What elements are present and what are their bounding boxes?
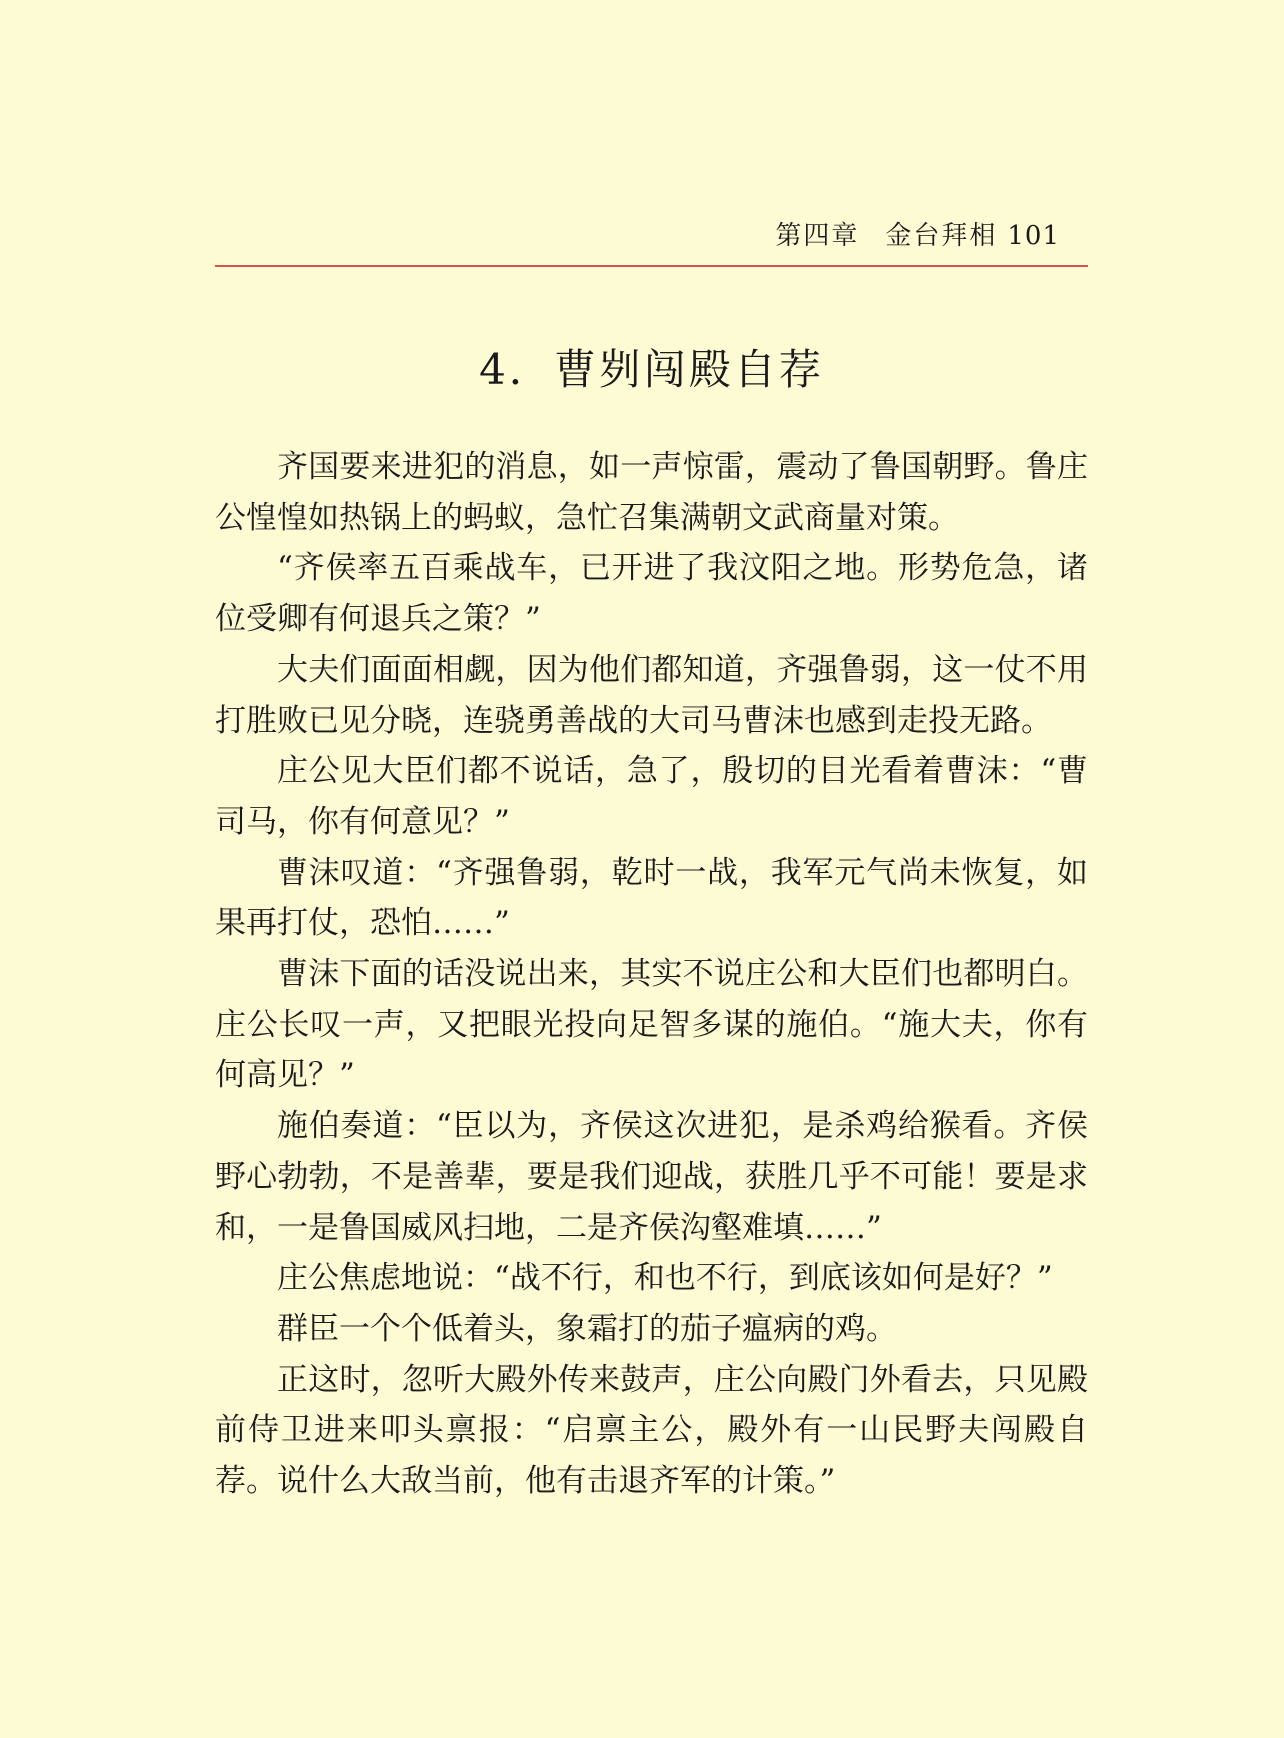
page-number: 101 [1007,221,1060,251]
paragraph: 施伯奏道：“臣以为，齐侯这次进犯，是杀鸡给猴看。齐侯野心勃勃，不是善辈，要是我们迎战，获胜几乎不可能！要是求和，一是鲁国威风扫地，二是齐侯沟壑难填……” [215,1108,1088,1246]
chapter-label: 第四章 [775,221,860,251]
paragraph: 大夫们面面相觑，因为他们都知道，齐强鲁弱，这一仗不用打胜败已见分晓，连骁勇善战的大司马曹沫也感到走投无路。 [215,651,1088,739]
paragraph: 齐国要来进犯的消息，如一声惊雷，震动了鲁国朝野。鲁庄公惶惶如热锅上的蚂蚁，急忙召集满朝文武商量对策。 [215,449,1088,536]
paragraph: “齐侯率五百乘战车，已开进了我汶阳之地。形势危急，诸位受卿有何退兵之策？” [215,550,1088,638]
section-title: 4．曹刿闯殿自荐 [479,345,824,394]
body-text [215,442,1088,1507]
paragraph: 群臣一个个低着头，象霜打的茄子瘟病的鸡。 [277,1310,897,1347]
running-header [215,216,1060,256]
chapter-title: 金台拜相 [885,221,998,251]
paragraph: 庄公见大臣们都不说话，急了，殷切的目光看着曹沫：“曹司马，你有何意见？” [215,753,1088,840]
paragraph: 庄公焦虑地说：“战不行，和也不行，到底该如何是好？” [277,1260,1053,1297]
header-divider [215,265,1088,267]
paragraph: 正这时，忽听大殿外传来鼓声，庄公向殿门外看去，只见殿前侍卫进来叩头禀报：“启禀主公，殿外有一山民野夫闯殿自荐。说什么大敌当前，他有击退齐军的计策。” [215,1361,1088,1500]
paragraph: 曹沫叹道：“齐强鲁弱，乾时一战，我军元气尚未恢复，如果再打仗，恐怕……” [215,854,1088,942]
paragraph: 曹沫下面的话没说出来，其实不说庄公和大臣们也都明白。庄公长叹一声，又把眼光投向足智多谋的施伯。“施大夫，你有何高见？” [215,956,1088,1094]
